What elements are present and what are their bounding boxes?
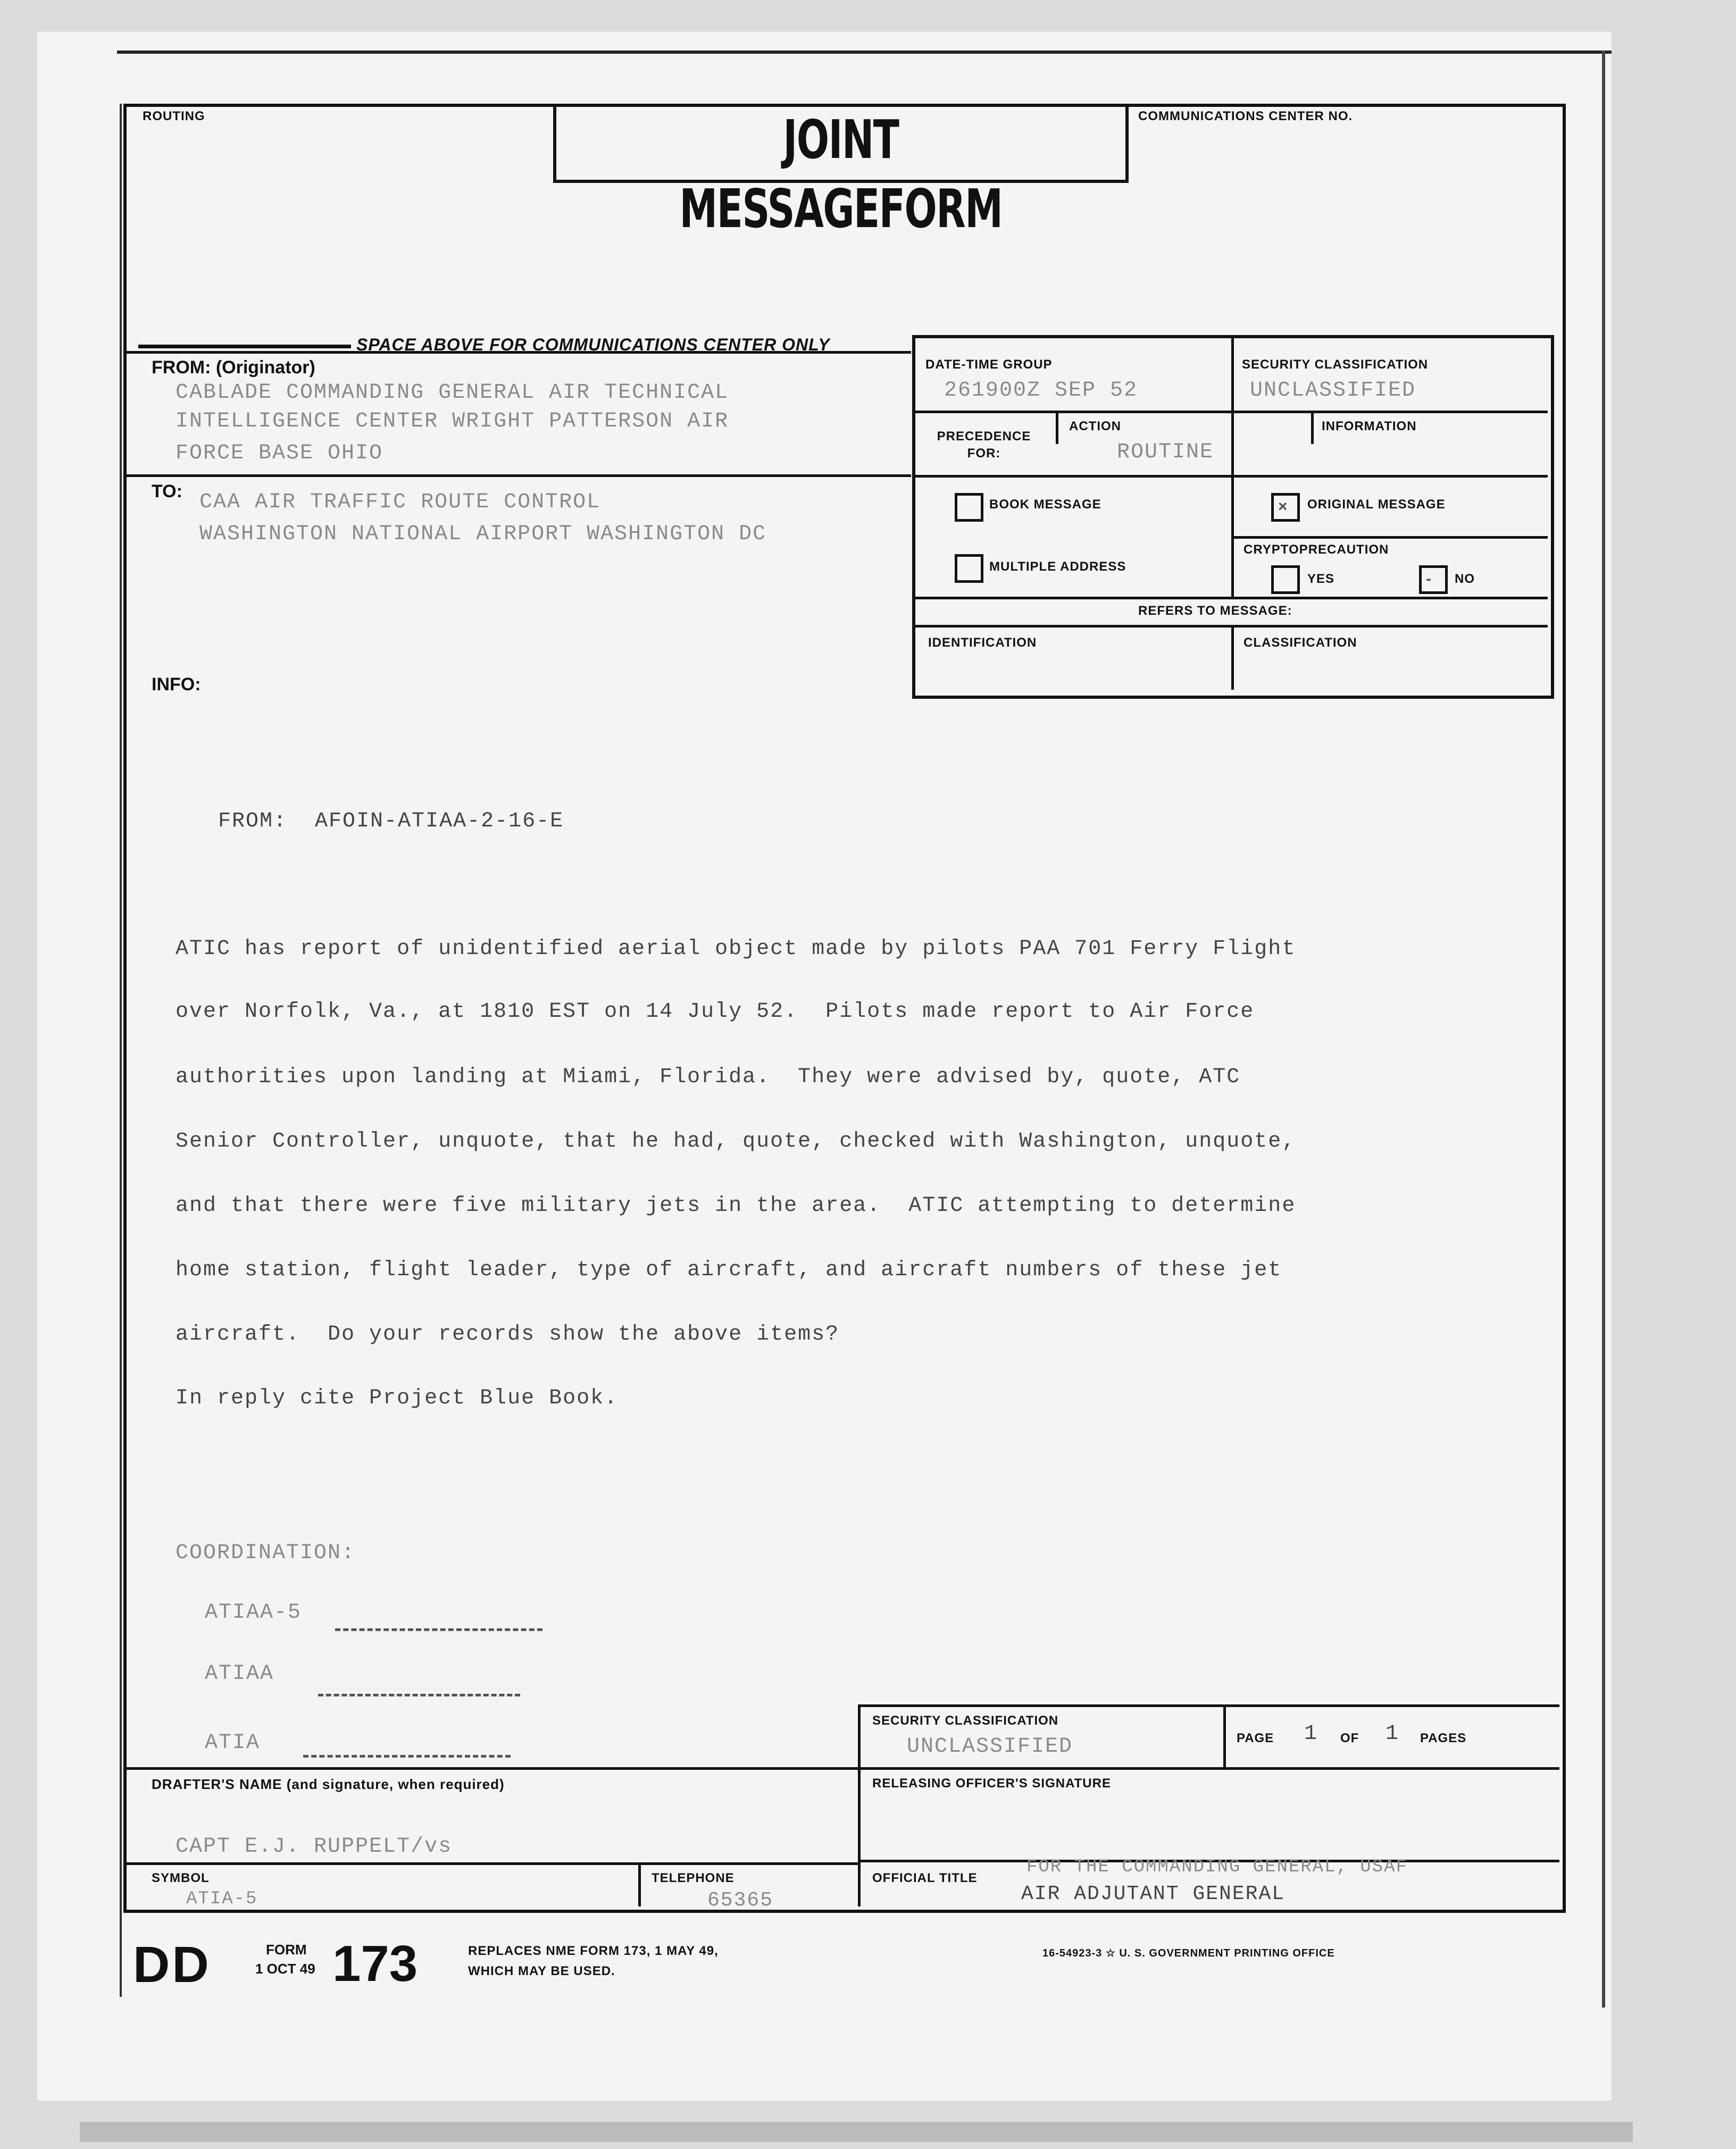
official-title-label: OFFICIAL TITLE [872, 1871, 978, 1885]
official-title-line-1: FOR THE COMMANDING GENERAL, USAF [1026, 1857, 1408, 1877]
to-label: TO: [152, 481, 182, 501]
book-message-label: BOOK MESSAGE [989, 497, 1101, 512]
telephone-divider [638, 1862, 641, 1906]
form-date: 1 OCT 49 [255, 1961, 315, 1977]
security-classification-label: SECURITY CLASSIFICATION [1242, 357, 1429, 372]
telephone-value: 65365 [707, 1889, 774, 1912]
crypto-no-checkbox[interactable] [1419, 565, 1448, 594]
original-message-checkbox[interactable] [1271, 493, 1300, 522]
crypto-top-rule [1233, 536, 1548, 539]
precedence-label: PRECEDENCE FOR: [937, 429, 1031, 461]
info-label: INFO: [152, 674, 201, 695]
form-word: FORM [266, 1942, 307, 1958]
symbol-label: SYMBOL [152, 1871, 210, 1885]
releasing-officer-label: RELEASING OFFICER'S SIGNATURE [872, 1776, 1111, 1791]
coordination-label: COORDINATION: [176, 1541, 356, 1565]
crypto-no-check-mark: - [1426, 570, 1431, 588]
information-label: INFORMATION [1322, 419, 1417, 433]
paragraph-line: and that there were five military jets in the area. ATIC attempting to determine [176, 1194, 1296, 1218]
coordination-signature-line [318, 1694, 520, 1696]
classification-label: CLASSIFICATION [1243, 635, 1357, 650]
footer-left-divider [858, 1704, 861, 1906]
security-classification-value: UNCLASSIFIED [1250, 379, 1416, 403]
footer-security-classification-value: UNCLASSIFIED [907, 1735, 1073, 1759]
drafter-name-value: CAPT E.J. RUPPELT/vs [176, 1835, 453, 1859]
form-number: 173 [332, 1935, 418, 1992]
refers-to-message-label: REFERS TO MESSAGE: [1138, 604, 1292, 618]
coordination-entry: ATIAA-5 [205, 1601, 302, 1625]
to-line-1: CAA AIR TRAFFIC ROUTE CONTROL [199, 490, 601, 514]
page-edge-left [120, 104, 122, 1997]
action-value: ROUTINE [1117, 440, 1214, 464]
identification-label: IDENTIFICATION [928, 635, 1037, 650]
footer-security-classification-label: SECURITY CLASSIFICATION [872, 1713, 1059, 1728]
symbol-value: ATIA-5 [186, 1889, 258, 1909]
space-above-rule [138, 345, 351, 348]
reply-cite-line: In reply cite Project Blue Book. [176, 1386, 619, 1410]
routing-label: ROUTING [143, 109, 205, 123]
multiple-address-checkbox[interactable] [955, 554, 983, 583]
page-total: 1 [1386, 1722, 1400, 1746]
action-label: ACTION [1069, 419, 1121, 433]
official-title-line-2: AIR ADJUTANT GENERAL [1021, 1883, 1286, 1905]
footer-top-rule [858, 1704, 1559, 1707]
drafter-top-rule [127, 1767, 1559, 1770]
coordination-entry: ATIAA [205, 1662, 274, 1686]
replaces-line-2: WHICH MAY BE USED. [468, 1964, 615, 1978]
form-word-block [255, 1940, 315, 1978]
dtg-label: DATE-TIME GROUP [925, 357, 1053, 372]
paragraph-line: home station, flight leader, type of aircraft, and aircraft numbers of these jet [176, 1258, 1282, 1282]
original-message-label: ORIGINAL MESSAGE [1307, 497, 1446, 512]
of-label: OF [1340, 1731, 1359, 1745]
telephone-label: TELEPHONE [652, 1871, 735, 1885]
paragraph-line: Senior Controller, unquote, that he had, quote, checked with Washington, unquote, [176, 1130, 1296, 1153]
drafter-name-label: DRAFTER'S NAME (and signature, when required) [152, 1776, 505, 1792]
precedence-divider [1056, 412, 1058, 444]
page-edge-right [1602, 51, 1605, 2008]
precedence-top-rule [915, 411, 1548, 413]
page-label: PAGE [1237, 1731, 1274, 1745]
replaces-line-1: REPLACES NME FORM 173, 1 MAY 49, [468, 1944, 719, 1958]
coordination-signature-line [303, 1755, 511, 1758]
to-line-2: WASHINGTON NATIONAL AIRPORT WASHINGTON DC [199, 522, 767, 546]
paragraph-line: over Norfolk, Va., at 1810 EST on 14 July 52. Pilots made report to Air Force [176, 1000, 1255, 1024]
space-above-label: SPACE ABOVE FOR COMMUNICATIONS CENTER ONLY [356, 335, 830, 354]
dtg-value: 261900Z SEP 52 [944, 379, 1138, 403]
coordination-entry: ATIA [205, 1731, 261, 1755]
coordination-signature-line [335, 1628, 542, 1631]
pages-label: PAGES [1420, 1731, 1467, 1745]
paragraph-line: ATIC has report of unidentified aerial object made by pilots PAA 701 Ferry Flight [176, 937, 1296, 961]
symbol-top-rule [127, 1862, 859, 1865]
to-top-rule [127, 474, 911, 477]
original-message-check-mark: × [1278, 498, 1288, 515]
printing-office-line: 16-54923-3 ☆ U. S. GOVERNMENT PRINTING OFFICE [1042, 1947, 1335, 1959]
page-edge-top [117, 51, 1612, 54]
from-label: FROM: (Originator) [152, 357, 315, 378]
dtg-divider [1231, 338, 1234, 475]
comm-center-label: COMMUNICATIONS CENTER NO. [1138, 109, 1353, 123]
page-number: 1 [1304, 1722, 1318, 1746]
book-message-checkbox[interactable] [955, 493, 983, 522]
paragraph-line: authorities upon landing at Miami, Florida. They were advised by, quote, ATC [176, 1065, 1241, 1089]
information-divider [1311, 412, 1314, 444]
from-line-2: INTELLIGENCE CENTER WRIGHT PATTERSON AIR [176, 409, 729, 433]
crypto-yes-label: YES [1307, 572, 1335, 586]
from-top-rule [127, 351, 911, 354]
multiple-address-label: MULTIPLE ADDRESS [989, 559, 1126, 574]
body-from-reference: FROM: AFOIN-ATIAA-2-16-E [218, 809, 564, 833]
form-title: JOINT MESSAGEFORM [679, 108, 1003, 240]
page-divider [1223, 1704, 1226, 1767]
from-line-3: FORCE BASE OHIO [176, 441, 383, 465]
form-prefix: DD [133, 1936, 211, 1993]
from-line-1: CABLADE COMMANDING GENERAL AIR TECHNICAL [176, 381, 729, 405]
crypto-no-label: NO [1455, 572, 1475, 586]
refers-top-rule [915, 597, 1548, 599]
crypto-yes-checkbox[interactable] [1271, 565, 1300, 594]
cryptoprecaution-label: CRYPTOPRECAUTION [1243, 542, 1389, 557]
paragraph-line: aircraft. Do your records show the above items? [176, 1323, 840, 1347]
scan-bottom-strip [80, 2122, 1633, 2142]
refers-divider [1231, 625, 1234, 690]
